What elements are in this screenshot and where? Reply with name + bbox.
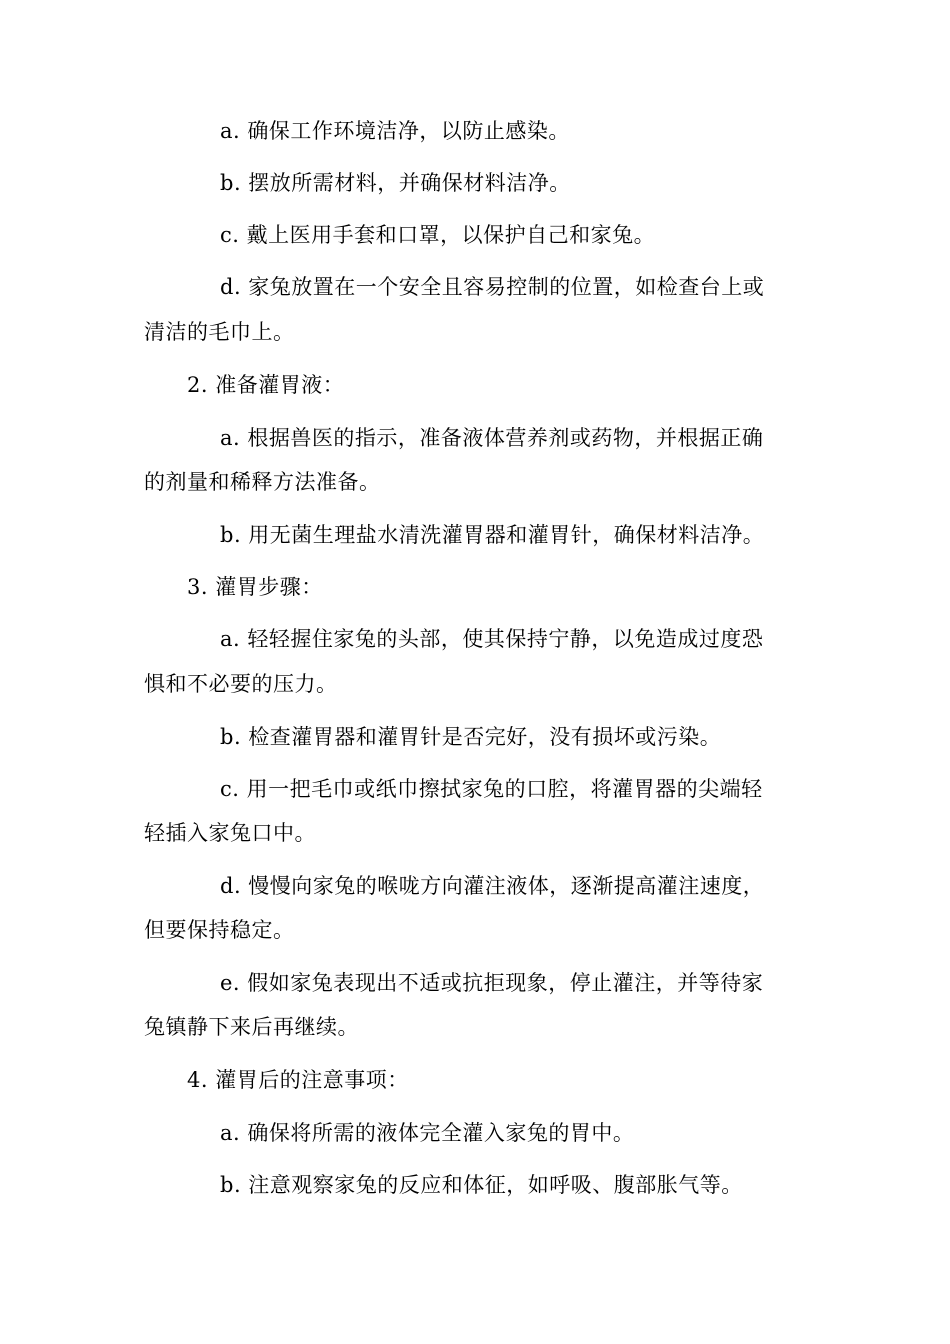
step-3a-line-1: a. 轻轻握住家兔的头部，使其保持宁静，以免造成过度恐 xyxy=(220,627,764,651)
step-1c-line-1: c. 戴上医用手套和口罩，以保护自己和家兔。 xyxy=(220,223,656,247)
section-4-heading: 4. 灌胃后的注意事项： xyxy=(187,1068,409,1092)
step-3a-line-2: 惧和不必要的压力。 xyxy=(144,672,338,696)
step-1d-line-1: d. 家兔放置在一个安全且容易控制的位置，如检查台上或 xyxy=(220,275,765,299)
step-1b-line-1: b. 摆放所需材料，并确保材料洁净。 xyxy=(220,171,571,195)
step-3c-line-1: c. 用一把毛巾或纸巾擦拭家兔的口腔，将灌胃器的尖端轻 xyxy=(220,777,763,801)
step-3b-line-1: b. 检查灌胃器和灌胃针是否完好，没有损坏或污染。 xyxy=(220,725,722,749)
step-2a-line-2: 的剂量和稀释方法准备。 xyxy=(144,470,381,494)
step-3d-line-1: d. 慢慢向家兔的喉咙方向灌注液体，逐渐提高灌注速度， xyxy=(220,874,765,898)
step-3e-line-2: 兔镇静下来后再继续。 xyxy=(144,1015,359,1039)
step-3e-line-1: e. 假如家兔表现出不适或抗拒现象，停止灌注，并等待家 xyxy=(220,971,764,995)
section-2-heading: 2. 准备灌胃液： xyxy=(187,373,345,397)
step-4a-line-1: a. 确保将所需的液体完全灌入家兔的胃中。 xyxy=(220,1121,635,1145)
step-3d-line-2: 但要保持稳定。 xyxy=(144,918,295,942)
step-1d-line-2: 清洁的毛巾上。 xyxy=(144,320,295,344)
step-4b-line-1: b. 注意观察家兔的反应和体征，如呼吸、腹部胀气等。 xyxy=(220,1173,743,1197)
step-2a-line-1: a. 根据兽医的指示，准备液体营养剂或药物，并根据正确 xyxy=(220,426,764,450)
section-3-heading: 3. 灌胃步骤： xyxy=(187,575,323,599)
step-3c-line-2: 轻插入家兔口中。 xyxy=(144,821,316,845)
step-1a-line-1: a. 确保工作环境洁净，以防止感染。 xyxy=(220,119,570,143)
step-2b-line-1: b. 用无菌生理盐水清洗灌胃器和灌胃针，确保材料洁净。 xyxy=(220,523,765,547)
